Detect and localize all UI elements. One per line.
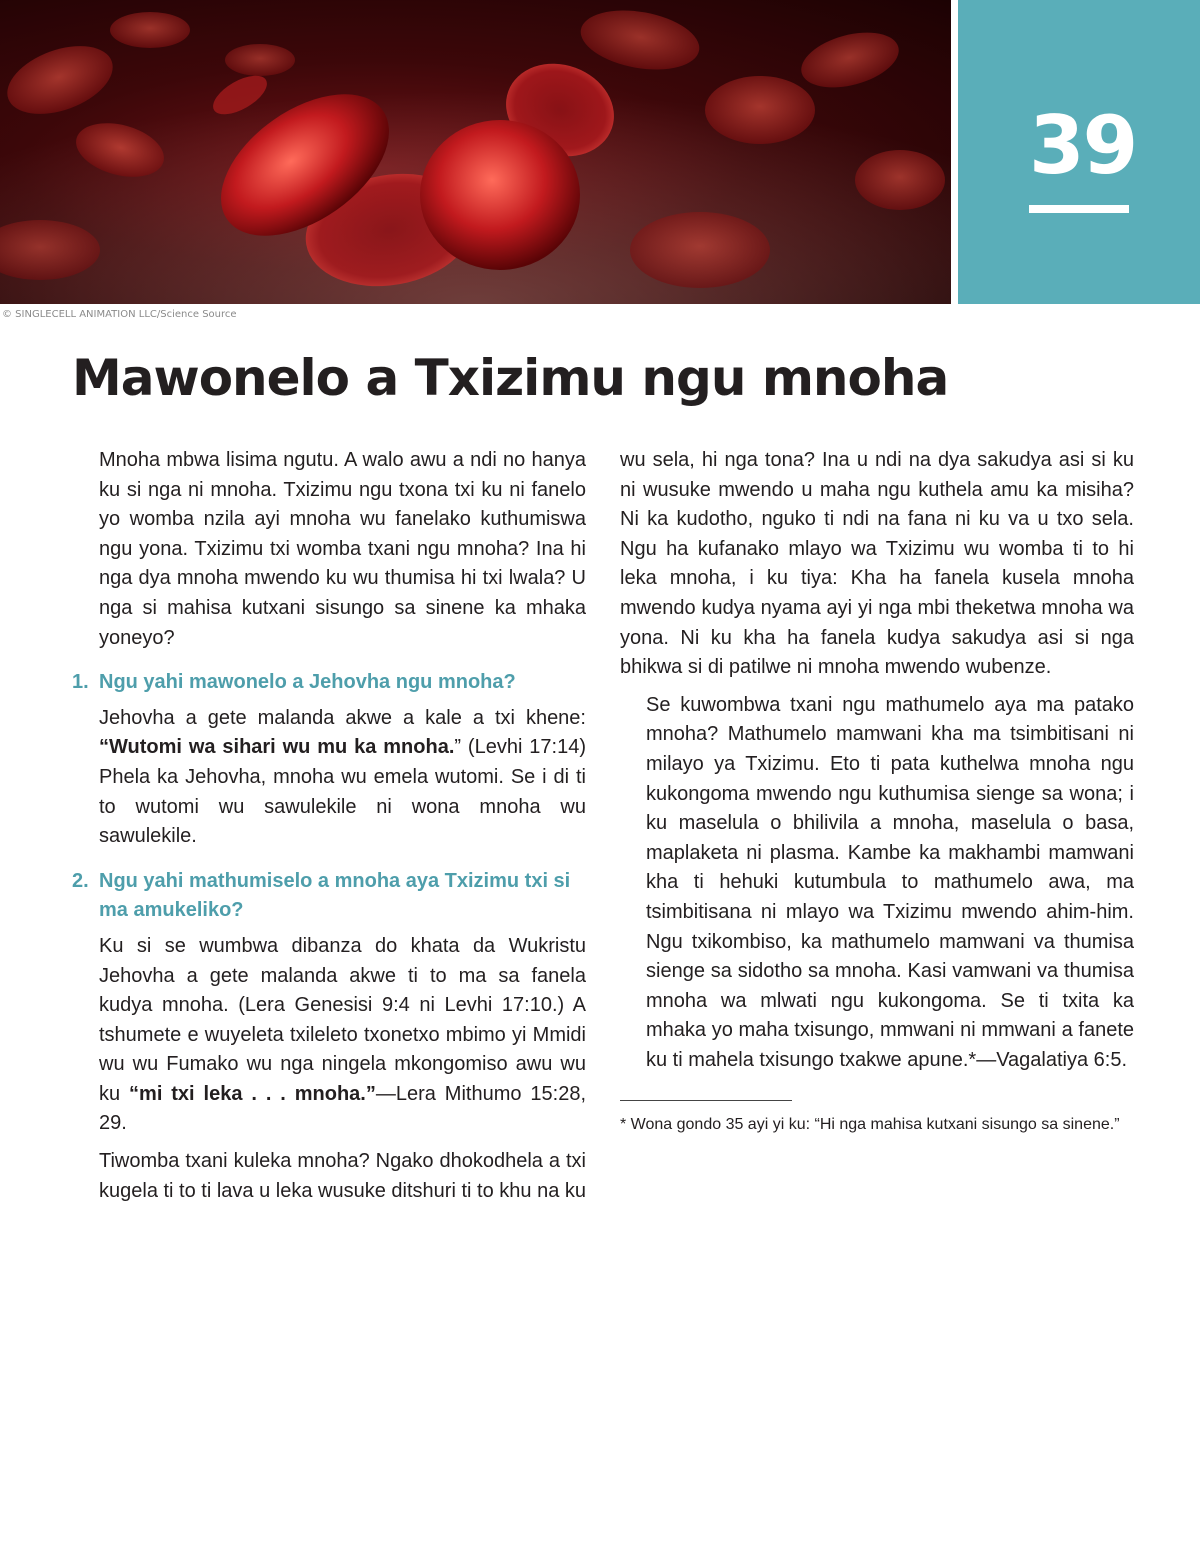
left-column [72,446,586,1214]
question-2 [72,867,586,926]
lesson-number-underline [1029,205,1129,213]
intro-paragraph: Mnoha mbwa lisima ngutu. A walo awu a ndi no hanya ku si nga ni mnoha. Txizimu ngu txona txi ku ni fanelo yo womba nzila ayi mnoha wu fanelako kuthumiswa ngu yona. Txizimu txi womba txani ngu mnoha? Ina hi nga dya mnoha mwendo ku wu thumisa hi txi lwala? U nga si mahisa kutxani sisungo sa sinene ka mhaka yoneyo? [99,449,586,649]
question-2-text: Ngu yahi mathumiselo a mnoha aya Txizimu txi si ma amukeliko? [99,869,571,922]
answer-1-text-a: Jehovha a gete malanda akwe a kale a txi khene: [99,706,586,729]
header-photo-blood-cells [0,0,951,304]
blood-cells-illustration [0,0,951,304]
answer-2-quote: “mi txi leka . . . mnoha.” [129,1082,376,1105]
answer-2-paragraph-2: Tiwomba txani kuleka mnoha? Ngako dhokodhela a txi kugela ti to ti lava u leka wusuke ditshuri ti to khu na ku [99,1150,586,1202]
answer-1-paragraph [72,704,586,852]
footnote-divider [620,1100,792,1101]
question-2-number: 2. [72,869,89,892]
question-1-number: 1. [72,671,89,694]
right-column [620,446,1134,1083]
answer-2-paragraph-2-continued: wu sela, hi nga tona? Ina u ndi na dya sakudya asi si ku ni wusuke mwendo u maha ngu kuthela amu ka misiha? Ni ka kudotho, nguko ti ndi na fana ni ku va u txo sela. Ngu ha kufanako mlayo wa Txizimu wu womba ti to hi leka mnoha, i ku tiya: Kha ha fanela kusela mnoha mwendo kudya nyama ayi yi nga mbi theketwa mnoha wa yona. Ni ku kha ha fanela kudya sakudya asi si nga bhikwa si di patilwe ni mnoha mwendo wubenze. [620,449,1134,679]
answer-2-text-b: —Lera Mithumo 15:28, 29. [99,1082,586,1135]
question-1 [72,668,586,698]
page-title: Mawonelo a Txizimu ngu mnoha [72,349,949,407]
answer-1-text-b: ” (Levhi 17:14) Phela ka Jehovha, mnoha wu emela wutomi. Se i di ti to wutomi wu sawulekile ni wona mnoha wu sawulekile. [99,736,586,848]
answer-1-quote: “Wutomi wa sihari wu mu ka mnoha. [99,736,455,759]
lesson-number: 39 [1029,99,1137,192]
photo-credit: © SINGLECELL ANIMATION LLC/Science Source [2,309,237,320]
answer-2-paragraph [72,932,586,1139]
question-1-text: Ngu yahi mawonelo a Jehovha ngu mnoha? [99,671,516,694]
lesson-number-box [958,0,1200,304]
footnote: * Wona gondo 35 ayi yi ku: “Hi nga mahisa kutxani sisungo sa sinene.” [620,1116,1120,1133]
answer-2-paragraph-3: Se kuwombwa txani ngu mathumelo aya ma patako mnoha? Mathumelo mamwani kha ma tsimbitisani ni milayo ya Txizimu. Eto ti pata kuthelwa mnoha ngu kukongoma mwendo ngu kuthumisa sienge sa wona; i ku maselula o bhilivila a mnoha, maselula o basa, maplaketa ni plasma. Kambe ka makhambi mamwani kha ti hehuki kutumbula to mathumelo awa, ma tsimbitisana ni mlayo wa Txizimu mwendo ahim-him. Ngu txikombiso, ka mathumelo mamwani va thumisa sienge sa sidotho sa mnoha. Kasi vamwani va thumisa mnoha wa mlwati ngu kukongoma. Se ti txita ka mhaka yo maha txisungo, mmwani ni mmwani a fanete ku ti mahela txisungo txakwe apune.*—Vagalatiya 6:5. [646,693,1134,1071]
answer-2-text-a: Ku si se wumbwa dibanza do khata da Wukristu Jehovha a gete malanda akwe ti to ma sa fanela kudya mnoha. (Lera Genesisi 9:4 ni Levhi 17:10.) A tshumete e wuyeleta txileleto txonetxo mbimo yi Mmidi wu wu Fumako wu nga ningela mkongomiso awu wu ku [99,934,586,1105]
